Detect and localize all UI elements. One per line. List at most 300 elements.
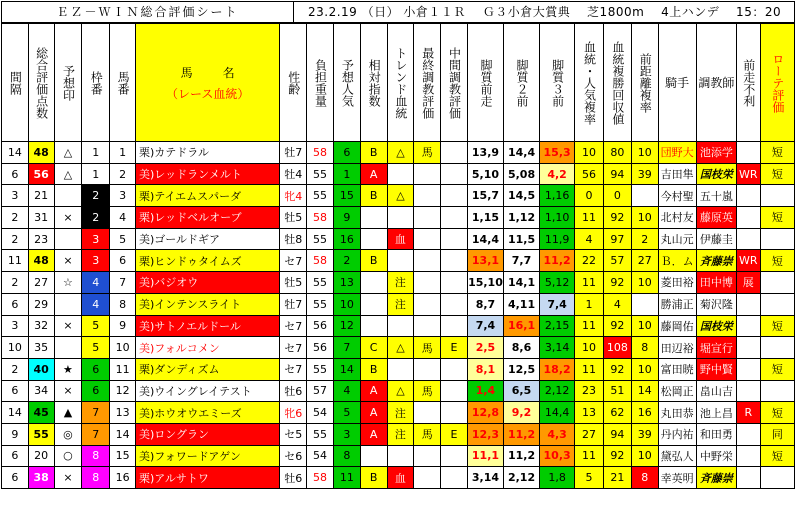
cell-chokyoshi: 田中博	[696, 272, 736, 294]
cell-fukusho: 108	[603, 337, 631, 359]
cell-trend: 注	[387, 293, 414, 315]
col-kankaku: 間隔	[2, 24, 29, 142]
cell-san: 11,9	[540, 228, 575, 250]
race-info: 23.2.19 （日） 小倉１１Ｒ Ｇ３小倉大賞典 芝1800m 4上ハンデ 15：20	[294, 1, 795, 23]
cell-ninki: 8	[333, 445, 360, 467]
cell-ni: 11,5	[504, 228, 540, 250]
cell-trend: △	[387, 380, 414, 402]
cell-fukusho: 21	[603, 467, 631, 489]
cell-zen: 11,1	[467, 445, 503, 467]
cell-kankaku: 3	[2, 315, 29, 337]
cell-ni: 4,11	[504, 293, 540, 315]
cell-fukusho: 57	[603, 250, 631, 272]
col-saishu: 最終調教評価	[414, 24, 441, 142]
cell-name: 栗)カテドラル	[135, 142, 279, 164]
cell-san: 5,12	[540, 272, 575, 294]
cell-kishu: 松岡正	[658, 380, 696, 402]
cell-ketto: 27	[575, 423, 604, 445]
cell-ninki: 6	[333, 142, 360, 164]
cell-trend: 注	[387, 402, 414, 424]
header-row	[2, 24, 795, 142]
cell-rote: 短	[760, 402, 794, 424]
cell-furi	[736, 207, 760, 229]
col-uma: 馬番	[110, 24, 136, 142]
cell-ni: 14,5	[504, 185, 540, 207]
cell-zen: 2,5	[467, 337, 503, 359]
cell-futan: 55	[307, 185, 334, 207]
cell-seirei: 牡4	[280, 163, 307, 185]
cell-seirei: 牡6	[280, 380, 307, 402]
cell-furi: R	[736, 402, 760, 424]
cell-sotai	[360, 207, 387, 229]
cell-ketto: 10	[575, 142, 604, 164]
cell-chokyoshi: 国枝栄	[696, 163, 736, 185]
cell-zen: 15,10	[467, 272, 503, 294]
cell-ketto: 23	[575, 380, 604, 402]
cell-sotai	[360, 293, 387, 315]
cell-seirei: セ7	[280, 250, 307, 272]
cell-ninki: 9	[333, 207, 360, 229]
cell-fukusho: 97	[603, 228, 631, 250]
cell-furi	[736, 445, 760, 467]
cell-kyori: 8	[631, 467, 658, 489]
cell-trend: 血	[387, 467, 414, 489]
cell-rote: 短	[760, 207, 794, 229]
cell-kankaku: 6	[2, 445, 29, 467]
cell-waku: 3	[82, 228, 110, 250]
cell-uma: 1	[110, 142, 136, 164]
cell-ninki: 2	[333, 250, 360, 272]
col-chukan: 中間調教評価	[441, 24, 468, 142]
cell-ninki: 1	[333, 163, 360, 185]
cell-zen: 14,4	[467, 228, 503, 250]
cell-kankaku: 14	[2, 142, 29, 164]
cell-sotai: A	[360, 402, 387, 424]
cell-name: 美)インテンスライト	[135, 293, 279, 315]
cell-furi	[736, 423, 760, 445]
cell-sotai: B	[360, 467, 387, 489]
cell-sotai: B	[360, 250, 387, 272]
cell-san: 2,12	[540, 380, 575, 402]
cell-name: 美)ロングラン	[135, 423, 279, 445]
cell-chukan	[441, 272, 468, 294]
cell-chukan: E	[441, 423, 468, 445]
cell-rote: 同	[760, 423, 794, 445]
cell-waku: 3	[82, 250, 110, 272]
cell-ninki: 14	[333, 358, 360, 380]
cell-sogo: 31	[28, 207, 54, 229]
cell-ninki: 7	[333, 337, 360, 359]
cell-waku: 8	[82, 445, 110, 467]
cell-ni: 12,5	[504, 358, 540, 380]
cell-furi	[736, 467, 760, 489]
cell-seirei: 牡7	[280, 293, 307, 315]
cell-kyori: 10	[631, 445, 658, 467]
table-row	[2, 272, 795, 294]
table-row	[2, 467, 795, 489]
cell-futan: 55	[307, 358, 334, 380]
cell-san: 3,14	[540, 337, 575, 359]
cell-seirei: 牡5	[280, 207, 307, 229]
cell-sogo: 38	[28, 467, 54, 489]
cell-uma: 14	[110, 423, 136, 445]
cell-zen: 1,4	[467, 380, 503, 402]
cell-fukusho: 92	[603, 445, 631, 467]
cell-trend	[387, 315, 414, 337]
cell-yoso: ★	[54, 358, 82, 380]
cell-kyori: 14	[631, 380, 658, 402]
cell-sotai: C	[360, 337, 387, 359]
cell-rote	[760, 467, 794, 489]
cell-furi	[736, 185, 760, 207]
col-futan: 負担重量	[307, 24, 334, 142]
cell-trend: 注	[387, 423, 414, 445]
cell-sogo: 40	[28, 358, 54, 380]
cell-name: 美)ウイングレイテスト	[135, 380, 279, 402]
cell-fukusho: 62	[603, 402, 631, 424]
cell-futan: 55	[307, 293, 334, 315]
cell-rote	[760, 380, 794, 402]
col-ni: 脚質２前	[504, 24, 540, 142]
cell-san: 18,2	[540, 358, 575, 380]
cell-zen: 13,9	[467, 142, 503, 164]
cell-name: 美)サトノエルドール	[135, 315, 279, 337]
cell-furi	[736, 293, 760, 315]
cell-rote	[760, 185, 794, 207]
cell-sotai	[360, 445, 387, 467]
cell-rote: 短	[760, 163, 794, 185]
cell-chokyoshi: 伊藤圭	[696, 228, 736, 250]
cell-kankaku: 6	[2, 467, 29, 489]
cell-sotai: A	[360, 163, 387, 185]
cell-chokyoshi: 池上昌	[696, 402, 736, 424]
cell-kankaku: 2	[2, 228, 29, 250]
cell-yoso	[54, 185, 82, 207]
cell-ninki: 4	[333, 380, 360, 402]
cell-name: 栗)テイエムスパーダ	[135, 185, 279, 207]
cell-chukan	[441, 293, 468, 315]
cell-ninki: 5	[333, 402, 360, 424]
cell-chokyoshi: 池添学	[696, 142, 736, 164]
cell-saishu	[414, 358, 441, 380]
horse-table	[1, 23, 795, 489]
cell-saishu: 馬	[414, 142, 441, 164]
cell-yoso: ☆	[54, 272, 82, 294]
cell-chukan	[441, 185, 468, 207]
cell-yoso: ×	[54, 207, 82, 229]
cell-ni: 6,5	[504, 380, 540, 402]
cell-chukan	[441, 402, 468, 424]
cell-trend: △	[387, 185, 414, 207]
cell-ninki: 3	[333, 423, 360, 445]
cell-yoso: ×	[54, 467, 82, 489]
cell-uma: 9	[110, 315, 136, 337]
cell-sogo: 56	[28, 163, 54, 185]
cell-furi: WR	[736, 163, 760, 185]
cell-chukan	[441, 228, 468, 250]
cell-futan: 55	[307, 423, 334, 445]
cell-uma: 5	[110, 228, 136, 250]
cell-uma: 12	[110, 380, 136, 402]
cell-chokyoshi: 斉藤崇	[696, 467, 736, 489]
cell-waku: 7	[82, 402, 110, 424]
cell-yoso: ◎	[54, 423, 82, 445]
cell-name: 美)ゴールドギア	[135, 228, 279, 250]
cell-name: 美)フォワードアゲン	[135, 445, 279, 467]
cell-trend	[387, 358, 414, 380]
cell-sogo: 48	[28, 250, 54, 272]
cell-rote	[760, 272, 794, 294]
cell-fukusho: 94	[603, 163, 631, 185]
table-row	[2, 163, 795, 185]
table-row	[2, 185, 795, 207]
cell-kyori: 2	[631, 228, 658, 250]
cell-kishu: 今村聖	[658, 185, 696, 207]
cell-chokyoshi: 堀宣行	[696, 337, 736, 359]
cell-chukan	[441, 358, 468, 380]
cell-saishu	[414, 272, 441, 294]
cell-waku: 2	[82, 185, 110, 207]
cell-uma: 10	[110, 337, 136, 359]
cell-kankaku: 9	[2, 423, 29, 445]
cell-ni: 11,2	[504, 445, 540, 467]
cell-ketto: 11	[575, 315, 604, 337]
col-furi: 前走不利	[736, 24, 760, 142]
cell-sotai	[360, 315, 387, 337]
cell-kyori: 10	[631, 142, 658, 164]
cell-zen: 13,1	[467, 250, 503, 272]
cell-zen: 5,10	[467, 163, 503, 185]
cell-sogo: 34	[28, 380, 54, 402]
cell-zen: 7,4	[467, 315, 503, 337]
cell-kankaku: 3	[2, 185, 29, 207]
cell-chokyoshi: 和田勇	[696, 423, 736, 445]
cell-chukan	[441, 163, 468, 185]
cell-kankaku: 6	[2, 293, 29, 315]
cell-kyori	[631, 185, 658, 207]
col-waku: 枠番	[82, 24, 110, 142]
cell-kyori: 8	[631, 337, 658, 359]
cell-futan: 54	[307, 402, 334, 424]
cell-kishu: 藤岡佑	[658, 315, 696, 337]
cell-ketto: 1	[575, 293, 604, 315]
cell-trend: 注	[387, 272, 414, 294]
cell-saishu	[414, 185, 441, 207]
cell-ketto: 11	[575, 445, 604, 467]
cell-san: 7,4	[540, 293, 575, 315]
cell-sogo: 32	[28, 315, 54, 337]
cell-rote: 短	[760, 250, 794, 272]
cell-kishu: 田辺裕	[658, 337, 696, 359]
cell-san: 2,15	[540, 315, 575, 337]
cell-uma: 6	[110, 250, 136, 272]
cell-rote: 短	[760, 445, 794, 467]
cell-sotai: B	[360, 358, 387, 380]
cell-sotai	[360, 228, 387, 250]
col-seirei: 性齢	[280, 24, 307, 142]
col-kishu: 騎手	[658, 24, 696, 142]
cell-name: 栗)ダンディズム	[135, 358, 279, 380]
cell-zen: 1,15	[467, 207, 503, 229]
cell-zen: 12,3	[467, 423, 503, 445]
cell-saishu	[414, 250, 441, 272]
cell-kishu: 幸英明	[658, 467, 696, 489]
cell-ni: 14,4	[504, 142, 540, 164]
col-sogo: 総合評価点数	[28, 24, 54, 142]
cell-saishu	[414, 315, 441, 337]
cell-futan: 54	[307, 445, 334, 467]
cell-waku: 5	[82, 315, 110, 337]
cell-saishu	[414, 228, 441, 250]
cell-furi	[736, 315, 760, 337]
cell-chokyoshi: 中野栄	[696, 445, 736, 467]
cell-futan: 58	[307, 467, 334, 489]
cell-chokyoshi: 国枝栄	[696, 315, 736, 337]
cell-name: 美)ホウオウエミーズ	[135, 402, 279, 424]
cell-uma: 15	[110, 445, 136, 467]
cell-san: 1,8	[540, 467, 575, 489]
table-row	[2, 380, 795, 402]
cell-chukan	[441, 207, 468, 229]
cell-name: 栗)アルサトワ	[135, 467, 279, 489]
cell-ni: 9,2	[504, 402, 540, 424]
cell-fukusho: 0	[603, 185, 631, 207]
col-ninki: 予想人気	[333, 24, 360, 142]
cell-trend: △	[387, 142, 414, 164]
cell-sogo: 27	[28, 272, 54, 294]
cell-seirei: 牝6	[280, 402, 307, 424]
cell-chukan	[441, 445, 468, 467]
cell-saishu	[414, 163, 441, 185]
col-chokyoshi: 調教師	[696, 24, 736, 142]
cell-sotai: B	[360, 185, 387, 207]
cell-name: 美)レッドランメルト	[135, 163, 279, 185]
cell-ketto: 5	[575, 467, 604, 489]
cell-waku: 4	[82, 272, 110, 294]
cell-saishu	[414, 293, 441, 315]
cell-rote	[760, 228, 794, 250]
cell-yoso: ○	[54, 445, 82, 467]
cell-uma: 3	[110, 185, 136, 207]
cell-kyori: 10	[631, 315, 658, 337]
cell-kishu: 丸山元	[658, 228, 696, 250]
cell-seirei: 牡7	[280, 142, 307, 164]
cell-futan: 57	[307, 380, 334, 402]
col-sotai: 相対指数	[360, 24, 387, 142]
cell-ketto: 10	[575, 337, 604, 359]
cell-rote: 短	[760, 358, 794, 380]
cell-seirei: セ7	[280, 315, 307, 337]
col-san: 脚質３前	[540, 24, 575, 142]
cell-seirei: セ5	[280, 423, 307, 445]
cell-ketto: 11	[575, 272, 604, 294]
cell-saishu	[414, 207, 441, 229]
cell-waku: 5	[82, 337, 110, 359]
cell-saishu: 馬	[414, 423, 441, 445]
cell-ni: 16,1	[504, 315, 540, 337]
cell-furi: WR	[736, 250, 760, 272]
table-row	[2, 337, 795, 359]
cell-waku: 1	[82, 163, 110, 185]
table-row	[2, 228, 795, 250]
cell-ni: 14,1	[504, 272, 540, 294]
cell-yoso: ▲	[54, 402, 82, 424]
cell-san: 1,10	[540, 207, 575, 229]
cell-sogo: 21	[28, 185, 54, 207]
cell-yoso: ×	[54, 315, 82, 337]
cell-san: 4,3	[540, 423, 575, 445]
cell-saishu	[414, 402, 441, 424]
cell-yoso: ×	[54, 380, 82, 402]
cell-sogo: 35	[28, 337, 54, 359]
cell-waku: 2	[82, 207, 110, 229]
cell-trend: 血	[387, 228, 414, 250]
cell-kyori: 39	[631, 163, 658, 185]
cell-ninki: 13	[333, 272, 360, 294]
table-row	[2, 293, 795, 315]
cell-zen: 15,7	[467, 185, 503, 207]
cell-sogo: 23	[28, 228, 54, 250]
cell-seirei: セ7	[280, 337, 307, 359]
cell-fukusho: 51	[603, 380, 631, 402]
cell-zen: 8,1	[467, 358, 503, 380]
cell-futan: 58	[307, 142, 334, 164]
cell-waku: 6	[82, 358, 110, 380]
cell-trend	[387, 207, 414, 229]
cell-yoso: ×	[54, 250, 82, 272]
cell-kankaku: 14	[2, 402, 29, 424]
cell-ni: 1,12	[504, 207, 540, 229]
col-ketto: 血統・人気複率	[575, 24, 604, 142]
cell-kyori: 10	[631, 272, 658, 294]
cell-rote	[760, 293, 794, 315]
cell-yoso	[54, 228, 82, 250]
cell-ketto: 0	[575, 185, 604, 207]
cell-chukan	[441, 467, 468, 489]
cell-ninki: 15	[333, 185, 360, 207]
cell-kishu: Ｂ．ム	[658, 250, 696, 272]
title-row	[1, 1, 795, 23]
cell-furi	[736, 228, 760, 250]
col-yoso: 予想印	[54, 24, 82, 142]
cell-kishu: 吉田隼	[658, 163, 696, 185]
cell-seirei: 牡5	[280, 272, 307, 294]
cell-ketto: 13	[575, 402, 604, 424]
cell-ni: 8,6	[504, 337, 540, 359]
cell-seirei: 牡8	[280, 228, 307, 250]
cell-san: 11,2	[540, 250, 575, 272]
cell-zen: 3,14	[467, 467, 503, 489]
cell-kankaku: 10	[2, 337, 29, 359]
cell-seirei: 牡6	[280, 467, 307, 489]
cell-rote: 短	[760, 315, 794, 337]
cell-sotai: B	[360, 142, 387, 164]
cell-kyori: 27	[631, 250, 658, 272]
cell-futan: 56	[307, 315, 334, 337]
col-zen: 脚質前走	[467, 24, 503, 142]
cell-trend	[387, 250, 414, 272]
cell-yoso	[54, 293, 82, 315]
cell-trend	[387, 445, 414, 467]
cell-seirei: セ7	[280, 358, 307, 380]
cell-sogo: 29	[28, 293, 54, 315]
cell-saishu: 馬	[414, 380, 441, 402]
cell-rote: 短	[760, 142, 794, 164]
cell-saishu	[414, 445, 441, 467]
cell-name: 栗)レッドベルオーブ	[135, 207, 279, 229]
cell-kankaku: 2	[2, 272, 29, 294]
cell-ketto: 11	[575, 207, 604, 229]
